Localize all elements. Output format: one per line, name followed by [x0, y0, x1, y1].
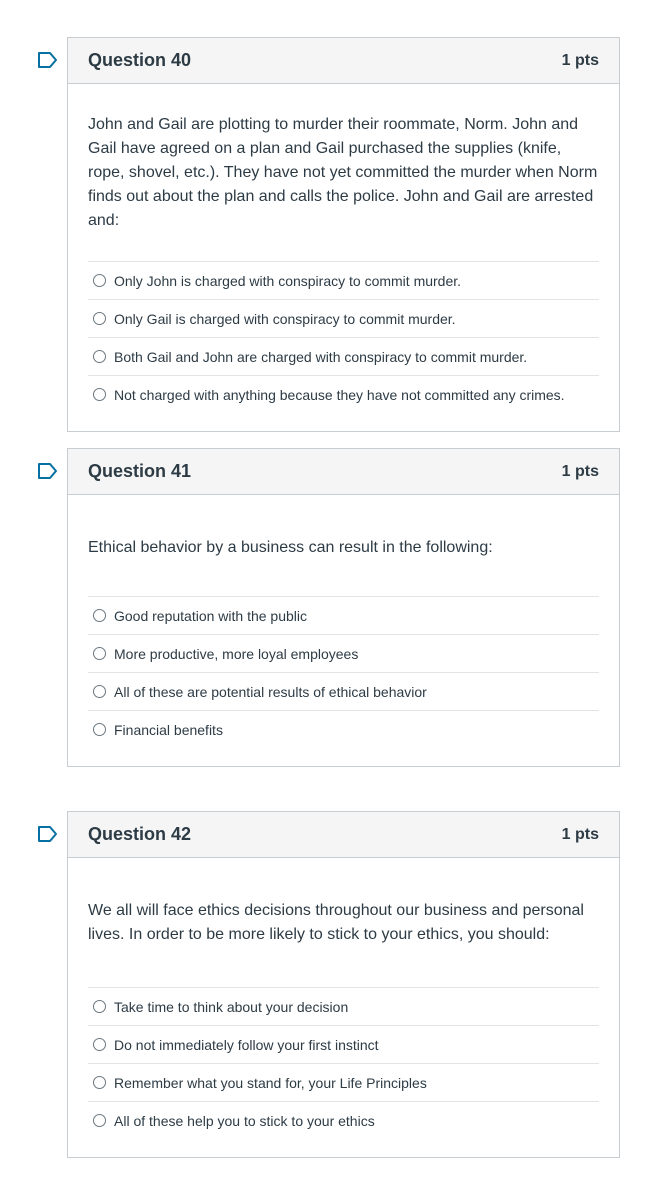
radio-button-icon[interactable]: [93, 1038, 106, 1051]
answer-label: Remember what you stand for, your Life Principles: [114, 1074, 427, 1091]
answer-label: All of these are potential results of ethical behavior: [114, 683, 427, 700]
flag-question-icon[interactable]: [37, 51, 59, 69]
answer-label: Good reputation with the public: [114, 607, 308, 624]
answer-option[interactable]: [88, 300, 599, 338]
answer-label: Do not immediately follow your first instinct: [114, 1036, 379, 1053]
question-text: John and Gail are plotting to murder their roommate, Norm. John and Gail have agreed on a plan and Gail purchased the supplies (knife, rope, shovel, etc.). They have not yet committed the murder when Norm finds out about the plan and calls the police. John and Gail are arrested and:: [88, 116, 598, 229]
flag-question-icon[interactable]: [37, 462, 59, 480]
question-text: Ethical behavior by a business can result in the following:: [88, 539, 493, 556]
question-title: Question 41: [88, 461, 192, 481]
answer-label: Not charged with anything because they have not committed any crimes.: [114, 386, 565, 403]
answer-label: More productive, more loyal employees: [114, 645, 359, 662]
radio-button-icon[interactable]: [93, 1076, 106, 1089]
answer-list: [88, 261, 599, 413]
question-points: 1 pts: [561, 825, 599, 843]
radio-button-icon[interactable]: [93, 274, 106, 287]
question-body: [68, 495, 619, 766]
answer-option[interactable]: [88, 1064, 599, 1102]
answer-label: Both Gail and John are charged with conspiracy to commit murder.: [114, 348, 528, 365]
answer-option[interactable]: [88, 262, 599, 300]
question-points: 1 pts: [561, 51, 599, 69]
question-card: [67, 811, 620, 1158]
flag-question-icon[interactable]: [37, 825, 59, 843]
bookmark-flag-icon: [37, 462, 59, 480]
radio-button-icon[interactable]: [93, 647, 106, 660]
answer-list: [88, 596, 599, 748]
answer-option[interactable]: [88, 376, 599, 413]
answer-option[interactable]: [88, 1102, 599, 1139]
radio-button-icon[interactable]: [93, 723, 106, 736]
question-title: Question 40: [88, 50, 192, 70]
answer-option[interactable]: [88, 711, 599, 748]
bookmark-flag-icon: [37, 51, 59, 69]
answer-label: All of these help you to stick to your ethics: [114, 1112, 375, 1129]
answer-option[interactable]: [88, 988, 599, 1026]
question-header: [68, 812, 619, 858]
radio-button-icon[interactable]: [93, 685, 106, 698]
answer-option[interactable]: [88, 635, 599, 673]
question-body: [68, 84, 619, 431]
question-body: [68, 858, 619, 1157]
answer-label: Only Gail is charged with conspiracy to commit murder.: [114, 310, 456, 327]
question-header: [68, 38, 619, 84]
answer-list: [88, 987, 599, 1139]
question-card: [67, 448, 620, 767]
question-points: 1 pts: [561, 462, 599, 480]
radio-button-icon[interactable]: [93, 609, 106, 622]
radio-button-icon[interactable]: [93, 388, 106, 401]
question-header: [68, 449, 619, 495]
radio-button-icon[interactable]: [93, 1000, 106, 1013]
answer-label: Take time to think about your decision: [114, 998, 349, 1015]
bookmark-flag-icon: [37, 825, 59, 843]
radio-button-icon[interactable]: [93, 312, 106, 325]
answer-option[interactable]: [88, 1026, 599, 1064]
question-text: We all will face ethics decisions throughout our business and personal lives. In order to be more likely to stick to your ethics, you should:: [88, 902, 584, 943]
answer-label: Only John is charged with conspiracy to commit murder.: [114, 272, 462, 289]
question-title: Question 42: [88, 824, 192, 844]
question-card: [67, 37, 620, 432]
answer-option[interactable]: [88, 338, 599, 376]
radio-button-icon[interactable]: [93, 1114, 106, 1127]
radio-button-icon[interactable]: [93, 350, 106, 363]
answer-option[interactable]: [88, 597, 599, 635]
answer-label: Financial benefits: [114, 721, 223, 738]
answer-option[interactable]: [88, 673, 599, 711]
